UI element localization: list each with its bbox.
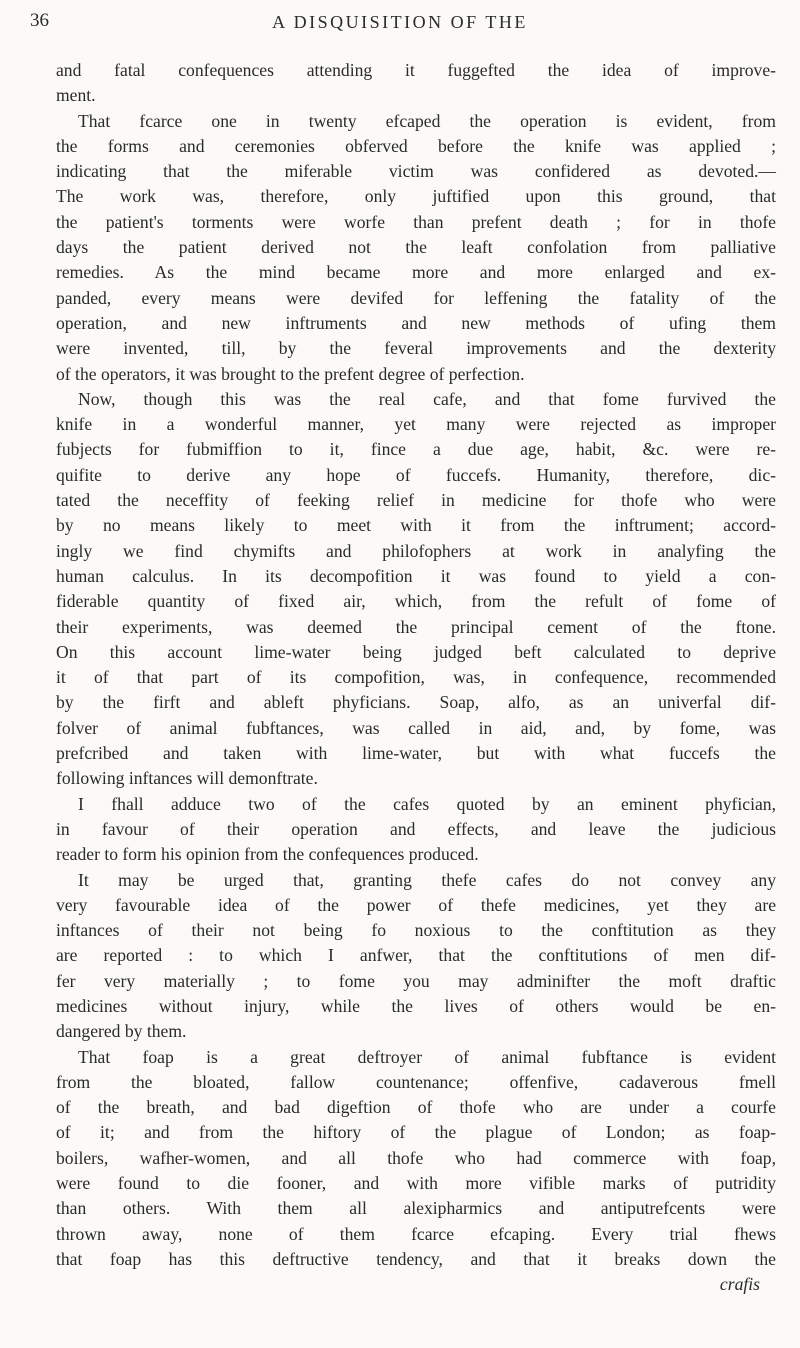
body-text — [56, 58, 776, 1298]
text-line: than others. With them all alexipharmics and antiputrefcents were — [56, 1198, 776, 1219]
text-line: dangered by them. — [56, 1021, 187, 1042]
text-line: prefcribed and taken with lime-water, but with what fuccefs the — [56, 743, 776, 764]
text-line: days the patient derived not the leaft confolation from palliative — [56, 237, 776, 258]
text-line: fiderable quantity of fixed air, which, from the refult of fome of — [56, 591, 776, 612]
text-line: It may be urged that, granting thefe cafes do not convey any — [78, 869, 776, 890]
text-line: Now, though this was the real cafe, and that fome furvived the — [78, 388, 776, 409]
text-line: were invented, till, by the feveral improvements and the dexterity — [56, 338, 776, 359]
page-number: 36 — [30, 10, 49, 31]
text-line: human calculus. In its decompofition it was found to yield a con- — [56, 565, 776, 586]
text-line: panded, every means were devifed for leffening the fatality of the — [56, 287, 776, 308]
text-line: fer very materially ; to fome you may adminifter the moft draftic — [56, 970, 776, 991]
text-line: tated the neceffity of feeking relief in medicine for thofe who were — [56, 490, 776, 511]
text-line: by no means likely to meet with it from the inftrument; accord- — [56, 515, 776, 536]
running-head: A DISQUISITION OF THE — [272, 12, 528, 32]
text-line: of it; and from the hiftory of the plague of London; as foap- — [56, 1122, 776, 1143]
text-line: medicines without injury, while the lives of others would be en- — [56, 995, 776, 1016]
text-line: from the bloated, fallow countenance; offenfive, cadaverous fmell — [56, 1071, 776, 1092]
text-line: operation, and new inftruments and new methods of ufing them — [56, 312, 776, 333]
text-line: inftances of their not being fo noxious to the conftitution as they — [56, 920, 776, 941]
text-line: remedies. As the mind became more and more enlarged and ex- — [56, 262, 776, 283]
text-line: knife in a wonderful manner, yet many were rejected as improper — [56, 414, 776, 435]
catchword: crafis — [719, 1274, 760, 1295]
text-line: of the breath, and bad digeftion of thofe who are under a courfe — [56, 1097, 776, 1118]
text-line: boilers, wafher-women, and all thofe who had commerce with foap, — [56, 1147, 776, 1168]
text-line: thrown away, none of them fcarce efcaping. Every trial fhews — [56, 1223, 776, 1244]
text-line: very favourable idea of the power of thefe medicines, yet they are — [56, 894, 776, 915]
text-line: it of that part of its compofition, was, in confequence, recommended — [56, 667, 776, 688]
text-line: the patient's torments were worfe than prefent death ; for in thofe — [56, 211, 776, 232]
text-line: that foap has this deftructive tendency, and that it breaks down the — [56, 1248, 776, 1269]
text-line: their experiments, was deemed the principal cement of the ftone. — [56, 616, 776, 637]
text-line: indicating that the miferable victim was confidered as devoted.— — [56, 161, 776, 182]
text-line: of the operators, it was brought to the prefent degree of perfection. — [56, 363, 525, 384]
text-line: and fatal confequences attending it fuggefted the idea of improve- — [56, 60, 776, 80]
text-line: are reported : to which I anfwer, that the conftitutions of men dif- — [56, 945, 776, 966]
text-line: ingly we find chymifts and philofophers at work in analyfing the — [56, 540, 776, 561]
text-line: by the firft and ableft phyficians. Soap, alfo, as an univerfal dif- — [56, 692, 776, 713]
text-line: That foap is a great deftroyer of animal fubftance is evident — [78, 1046, 776, 1067]
text-line: The work was, therefore, only juftified upon this ground, that — [56, 186, 776, 207]
text-line: I fhall adduce two of the cafes quoted by an eminent phyfician, — [78, 793, 776, 814]
text-line: fubjects for fubmiffion to it, fince a due age, habit, &c. were re- — [56, 439, 776, 460]
text-line: reader to form his opinion from the confequences produced. — [56, 844, 479, 865]
text-line: ment. — [56, 85, 96, 106]
text-line: following inftances will demonftrate. — [56, 768, 318, 789]
text-line: On this account lime-water being judged beft calculated to deprive — [56, 641, 776, 662]
page-header — [30, 10, 770, 44]
text-line: quifite to derive any hope of fuccefs. Humanity, therefore, dic- — [56, 464, 776, 485]
text-line: folver of animal fubftances, was called in aid, and, by fome, was — [56, 717, 776, 738]
text-line: in favour of their operation and effects, and leave the judicious — [56, 818, 776, 839]
text-line: were found to die fooner, and with more vifible marks of putridity — [56, 1173, 776, 1194]
text-line: the forms and ceremonies obferved before the knife was applied ; — [56, 135, 776, 156]
text-line: That fcarce one in twenty efcaped the operation is evident, from — [78, 110, 776, 131]
